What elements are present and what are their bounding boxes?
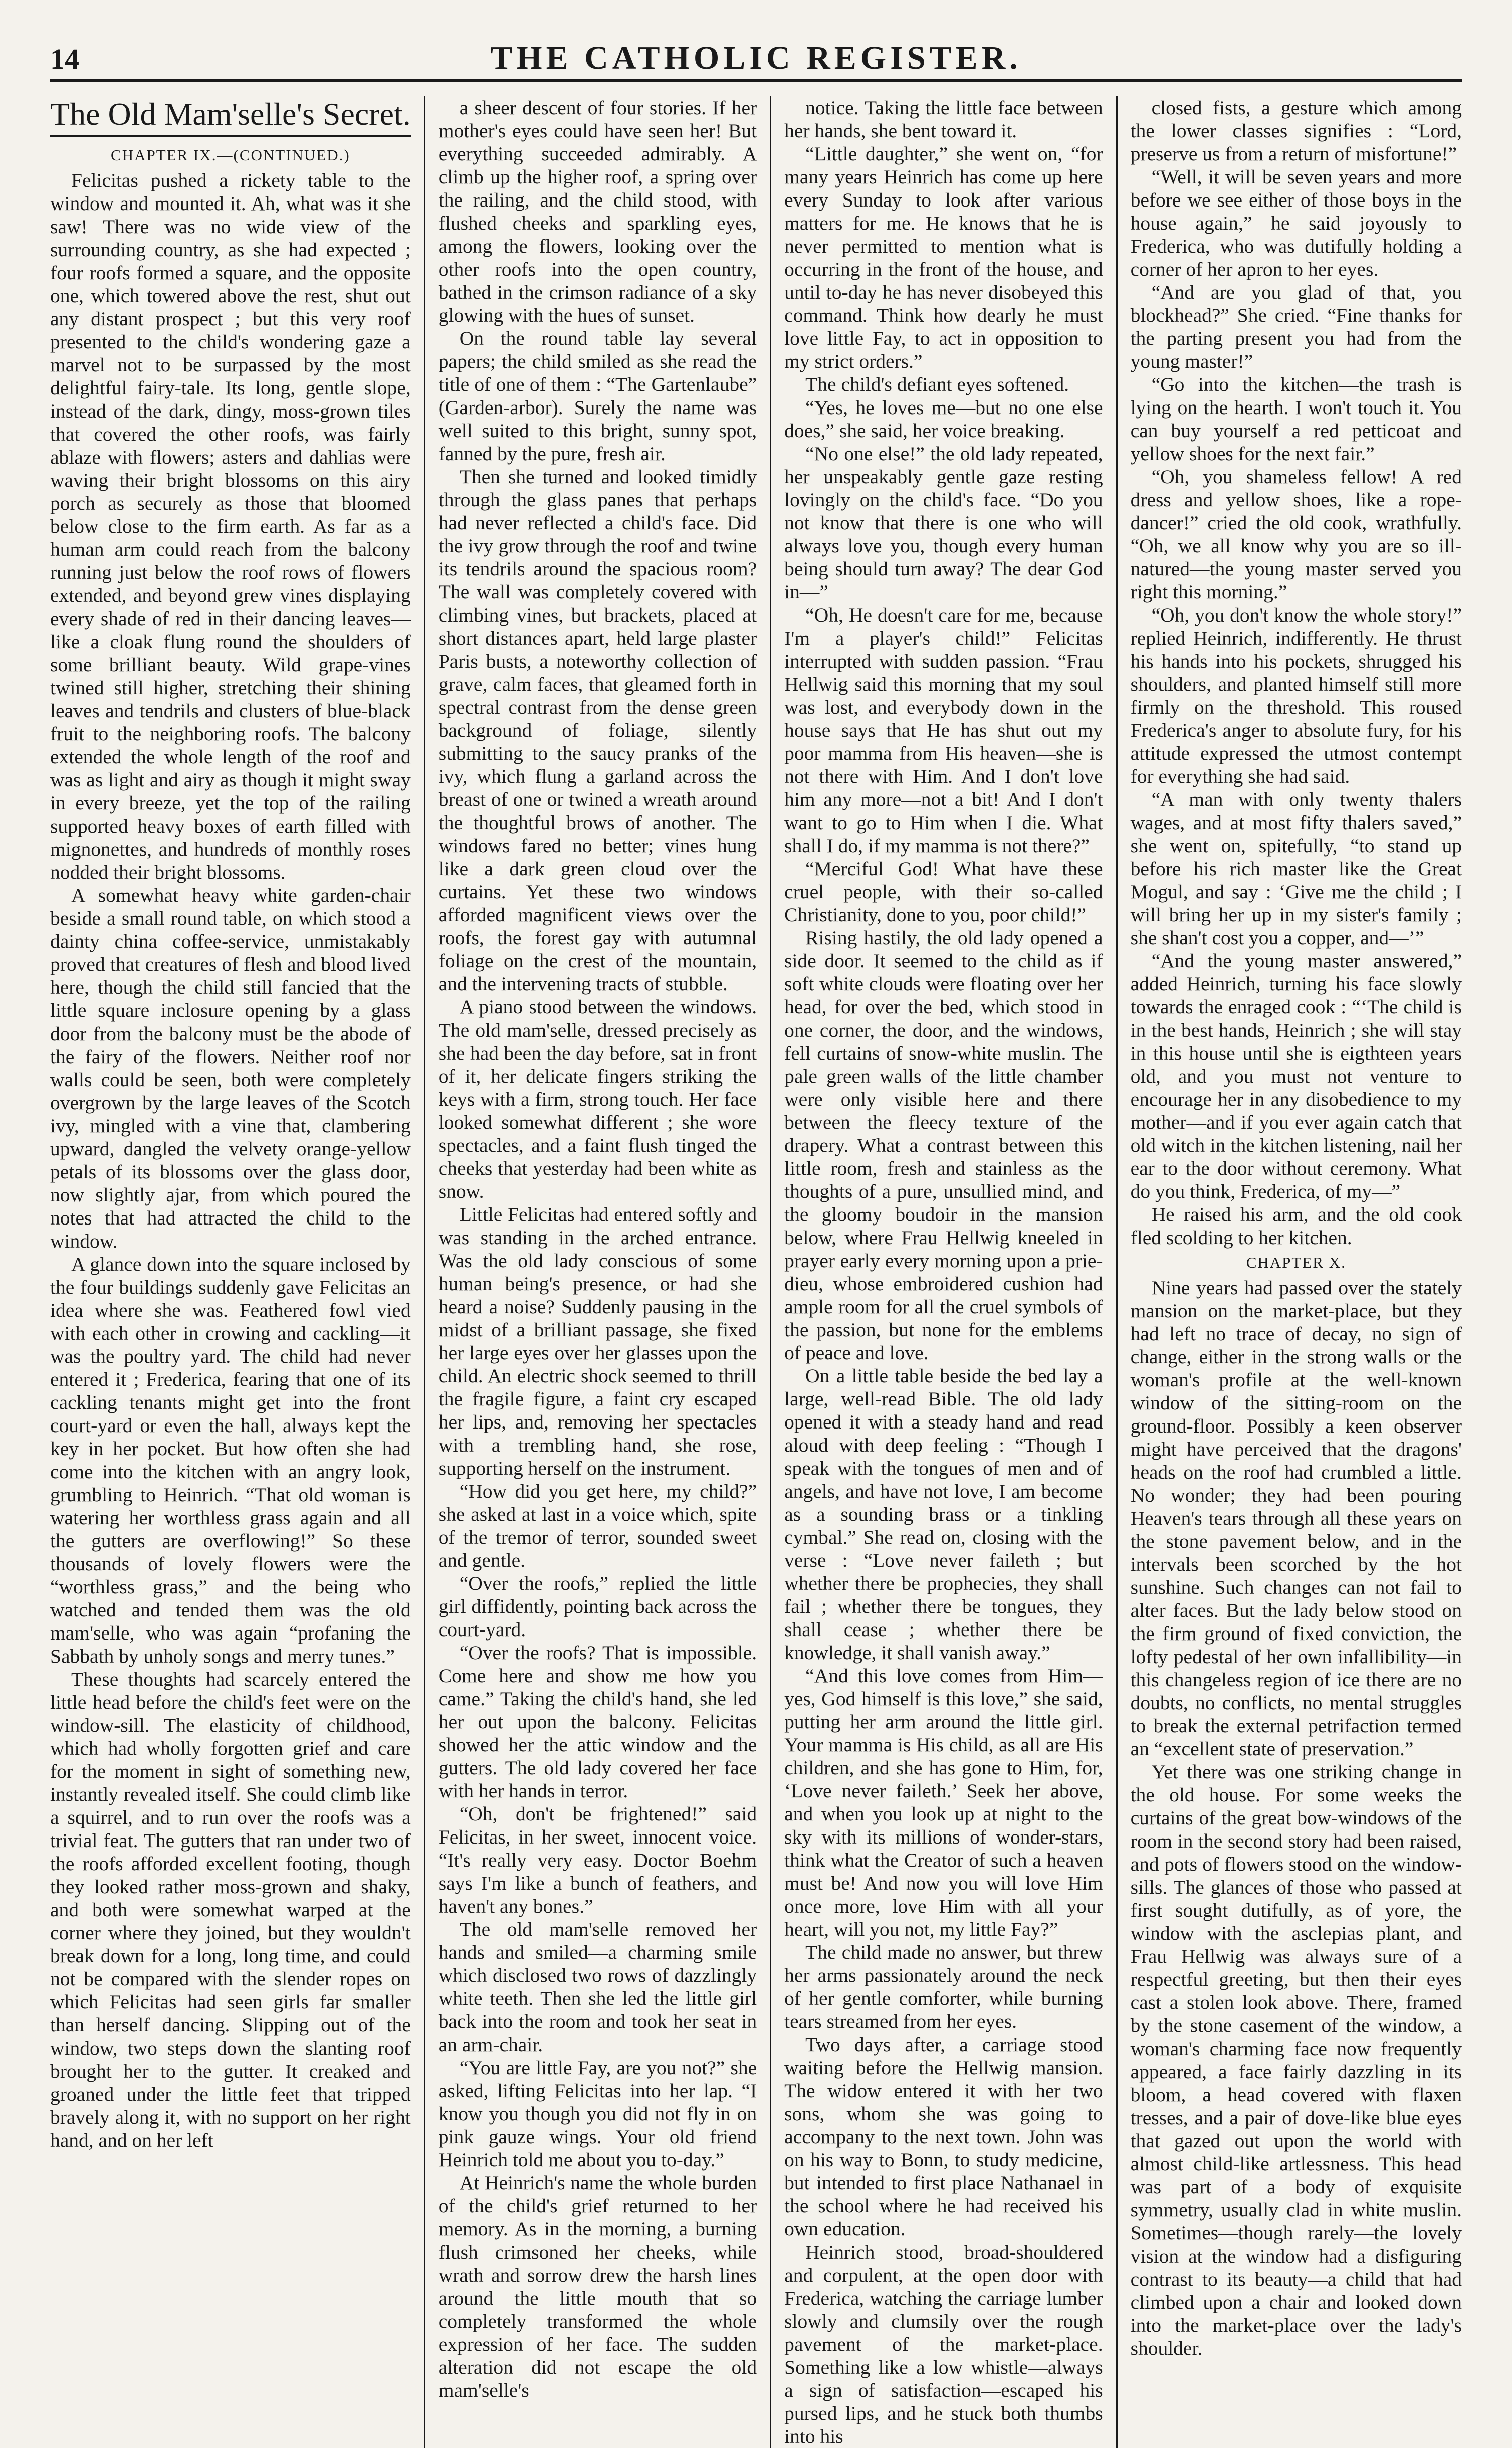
chapter-ix-heading: CHAPTER IX.—(CONTINUED.) [111, 146, 350, 164]
paragraph: “Go into the kitchen—the trash is lying on the hearth. I won't touch it. You can buy yourself a red petticoat and yellow shoes for the next fair.” [1130, 373, 1462, 465]
paragraph: notice. Taking the little face between her hands, she bent toward it. [784, 97, 1103, 142]
column-3 [770, 96, 1116, 2448]
paragraph: Yet there was one striking change in the old house. For some weeks the curtains of the great bow-windows of the room in the second story had been raised, and pots of flowers stood on the window-sills. The glances of those who passed at first sought dutifully, as of yore, the window with the asclepias plant, and Frau Hellwig was always sure of a respectful greeting, but then their eyes cast a stolen look above. There, framed by the stone casement of the window, a woman's charming face now frequently appeared, a face fairly dazzling in its bloom, a head covered with flaxen tresses, and a pair of dove-like blue eyes that gazed out upon the world with almost child-like artlessness. This head was part of a body of exquisite symmetry, usually clad in white muslin. Sometimes—though rarely—the lovely vision at the window had a disfiguring contrast to its beauty—a child that had climbed upon a chair and looked down into the market-place over the lady's shoulder. [1130, 1761, 1462, 2359]
masthead [50, 35, 1462, 82]
paragraph: “And are you glad of that, you blockhead?” She cried. “Fine thanks for the parting present you had from the young master!” [1130, 281, 1462, 372]
paragraph: “Oh, He doesn't care for me, because I'm a player's child!” Felicitas interrupted with sudden passion. “Frau Hellwig said this morning that my soul was lost, and everybody down in the house says that He has shut out my poor mamma from His heaven—she is not there with Him. And I don't love him any more—not a bit! And I don't want to go to Him when I die. What shall I do, if my mamma is not there?” [784, 604, 1103, 857]
paragraph: “And this love comes from Him—yes, God himself is this love,” she said, putting her arm around the little girl. Your mamma is His child, as all are His children, and she has gone to Him, for, ‘Love never faileth.’ Seek her above, and when you look up at night to the sky with its millions of wonder-stars, think what the Creator of such a heaven must be! And now you will love Him once more, love Him with all your heart, will you not, my little Fay?” [784, 1665, 1103, 1940]
paragraph: a sheer descent of four stories. If her mother's eyes could have seen her! But everything succeeded admirably. A climb up the higher roof, a spring over the railing, and the child stood, with flushed cheeks and sparkling eyes, among the flowers, looking over the other roofs into the open country, bathed in the crimson radiance of a sky glowing with the hues of sunset. [438, 97, 757, 326]
column-1 [50, 96, 424, 2448]
column-2 [424, 96, 770, 2448]
paragraph: Rising hastily, the old lady opened a side door. It seemed to the child as if soft white clouds were floating over her head, for over the bed, which stood in one corner, the door, and the windows, fell curtains of snow-white muslin. The pale green walls of the little chamber were only visible here and there between the fleecy texture of the drapery. What a contrast between this little room, fresh and stainless as the thoughts of a pure, unsullied mind, and the gloomy boudoir in the mansion below, where Frau Hellwig kneeled in prayer early every morning upon a prie-dieu, whose embroidered cushion had ample room for all the cruel symbols of the passion, but none for the emblems of peace and love. [784, 927, 1103, 1364]
paragraph: Nine years had passed over the stately mansion on the market-place, but they had left no trace of decay, no sign of change, either in the strong walls or the woman's profile at the well-known window of the sitting-room on the ground-floor. Possibly a keen observer might have perceived that the dragons' heads on the roof had crumbled a little. No wonder; they had been pouring Heaven's tears through all these years on the stone pavement below, and in the intervals been scorched by the hot sunshine. Such changes can not fail to alter faces. But the lady below stood on the firm ground of fixed conviction, the lofty pedestal of her own infallibility—in this changeless region of ice there are no doubts, no conflicts, no mental struggles to break the external petrifaction termed an “excellent state of preservation.” [1130, 1277, 1462, 1760]
paragraph: The old mam'selle removed her hands and smiled—a charming smile which disclosed two rows of dazzlingly white teeth. Then she led the little girl back into the room and took her seat in an arm-chair. [438, 1918, 757, 2056]
paragraph: “A man with only twenty thalers wages, and at most fifty thalers saved,” she went on, spitefully, “to stand up before his rich master like the Great Mogul, and say : ‘Give me the child ; I will bring her up in my sister's family ; she shan't cost you a copper, and—’” [1130, 788, 1462, 949]
paragraph: closed fists, a gesture which among the lower classes signifies : “Lord, preserve us from a return of misfortune!” [1130, 97, 1462, 165]
paragraph: A piano stood between the windows. The old mam'selle, dressed precisely as she had been the day before, sat in front of it, her delicate fingers striking the keys with a firm, strong touch. Her face looked somewhat different ; she wore spectacles, and a faint flush tinged the cheeks that yesterday had been white as snow. [438, 996, 757, 1202]
paragraph: The child made no answer, but threw her arms passionately around the neck of her gentle comforter, while burning tears streamed from her eyes. [784, 1941, 1103, 2032]
paragraph: “Well, it will be seven years and more before we see either of those boys in the house again,” he said joyously to Frederica, who was dutifully holding a corner of her apron to her eyes. [1130, 166, 1462, 280]
paragraph: “No one else!” the old lady repeated, her unspeakably gentle gaze resting lovingly on the child's face. “Do you not know that there is one who will always love you, though every human being should turn away? The dear God in—” [784, 443, 1103, 603]
paragraph: At Heinrich's name the whole burden of the child's grief returned to her memory. As in the morning, a burning flush crimsoned her cheeks, while wrath and sorrow drew the harsh lines around the little mouth that so completely transformed the whole expression of her face. The sudden alteration did not escape the old mam'selle's [438, 2172, 757, 2401]
paragraph: Two days after, a carriage stood waiting before the Hellwig mansion. The widow entered it with her two sons, whom she was going to accompany to the next town. John was on his way to Bonn, to study medicine, but intended to first place Nathanael in the school where he had received his own education. [784, 2033, 1103, 2240]
paragraph: A somewhat heavy white garden-chair beside a small round table, on which stood a dainty china coffee-service, unmistakably proved that creatures of flesh and blood lived here, though the child still fancied that the little square inclosure opening by a glass door from the balcony must be the abode of the fairy of the flowers. Neither roof nor walls could be seen, both were completely overgrown by the large leaves of the Scotch ivy, mingled with a vine that, clambering upward, dangled the velvety orange-yellow petals of its blossoms over the glass door, now slightly ajar, from which poured the notes that had attracted the child to the window. [50, 884, 411, 1252]
chapter-x-heading: CHAPTER X. [1246, 1254, 1346, 1271]
paragraph: On the round table lay several papers; the child smiled as she read the title of one of them : “The Gartenlaube” (Garden-arbor). Surely the name was well suited to this bright, sunny spot, fanned by the pure, fresh air. [438, 327, 757, 465]
paragraph: “Over the roofs,” replied the little girl diffidently, pointing back across the court-yard. [438, 1572, 757, 1641]
paper-title: THE CATHOLIC REGISTER. [490, 40, 1022, 76]
paragraph: Then she turned and looked timidly through the glass panes that perhaps had never reflected a child's face. Did the ivy grow through the roof and twine its tendrils around the spacious room? The wall was completely covered with climbing vines, but brackets, placed at short distances apart, held large plaster Paris busts, a noteworthy collection of grave, calm faces, that gleamed forth in spectral contrast from the dense green background of foliage, silently submitting to the saucy pranks of the ivy, which flung a garland across the breast of one or twined a wreath around the thoughtful brows of another. The windows fared no better; vines hung like a dark green cloud over the curtains. Yet these two windows afforded magnificent views over the roofs, the forest gay with autumnal foliage on the crest of the mountain, and the intervening tracts of stubble. [438, 466, 757, 995]
paragraph: “Yes, he loves me—but no one else does,” she said, her voice breaking. [784, 396, 1103, 442]
paragraph: The child's defiant eyes softened. [805, 373, 1069, 395]
paragraph: Heinrich stood, broad-shouldered and corpulent, at the open door with Frederica, watching the carriage lumber slowly and clumsily over the rough pavement of the market-place. Something like a low whistle—always a sign of satisfaction—escaped his pursed lips, and he stuck both thumbs into his [784, 2241, 1103, 2447]
column-4 [1116, 96, 1462, 2448]
story-title: The Old Mam'selle's Secret. [50, 96, 411, 137]
paragraph: “Over the roofs? That is impossible. Come here and show me how you came.” Taking the child's hand, she led her out upon the balcony. Felicitas showed her the attic window and the gutters. The old lady covered her face with her hands in terror. [438, 1642, 757, 1802]
paragraph: Little Felicitas had entered softly and was standing in the arched entrance. Was the old lady conscious of some human being's presence, or had she heard a noise? Suddenly pausing in the midst of a brilliant passage, she fixed her large eyes over her glasses upon the child. An electric shock seemed to thrill the fragile figure, a faint cry escaped her lips, and, removing her spectacles with a trembling hand, she rose, supporting herself on the instrument. [438, 1203, 757, 1479]
paragraph: “Oh, you don't know the whole story!” replied Heinrich, indifferently. He thrust his hands into his pockets, shrugged his shoulders, and planted himself still more firmly on the threshold. This roused Frederica's anger to absolute fury, for his attitude expressed the utmost contempt for everything she had said. [1130, 604, 1462, 787]
article-columns [50, 96, 1462, 2447]
paragraph: “Oh, you shameless fellow! A red dress and yellow shoes, like a rope-dancer!” cried the old cook, wrathfully. “Oh, we all know why you are so ill-natured—the young master served you right this morning.” [1130, 466, 1462, 603]
page-number: 14 [50, 43, 79, 75]
paragraph: “How did you get here, my child?” she asked at last in a voice which, spite of the tremor of terror, sounded sweet and gentle. [438, 1480, 757, 1571]
paragraph: Felicitas pushed a rickety table to the window and mounted it. Ah, what was it she saw! There was no wide view of the surrounding country, as she had expected ; four roofs formed a square, and the opposite one, which towered above the rest, shut out any distant prospect ; but this very roof presented to the child's wondering gaze a marvel not to be surpassed by the most delightful fairy-tale. Its long, gentle slope, instead of the dark, dingy, moss-grown tiles that covered the other roofs, was fairly ablaze with flowers; asters and dahlias were waving their bright blossoms on this airy porch as securely as those that bloomed below close to the firm earth. As far as a human arm could reach from the balcony running just below the roof rows of flowers extended, and beyond grew vines displaying every shade of red in their dancing leaves—like a cloak flung round the shoulders of some brilliant beauty. Wild grape-vines twined still higher, stretching their shining leaves and tendrils and clusters of blue-black fruit to the neighboring roofs. The balcony extended the whole length of the roof and was as light and airy as though it might sway in every breeze, yet the top of the railing supported heavy boxes of earth filled with mignonettes, and hundreds of monthly roses nodded their bright blossoms. [50, 169, 411, 883]
paragraph: “And the young master answered,” added Heinrich, turning his face slowly towards the enraged cook : “‘The child is in the best hands, Heinrich ; she will stay in this house until she is eigthteen years old, and you must not venture to encourage her in any disobedience to my mother—and if you ever again catch that old witch in the kitchen listening, nail her ear to the door without ceremony. What do you think, Frederica, of my—” [1130, 950, 1462, 1202]
paragraph: On a little table beside the bed lay a large, well-read Bible. The old lady opened it with a steady hand and read aloud with deep feeling : “Though I speak with the tongues of men and of angels, and have not love, I am become as a sounding brass or a tinkling cymbal.” She read on, closing with the verse : “Love never faileth ; but whether there be prophecies, they shall fail ; whether there be tongues, they shall cease ; whether there be knowledge, it shall vanish away.” [784, 1365, 1103, 1664]
paragraph: He raised his arm, and the old cook fled scolding to her kitchen. [1130, 1203, 1462, 1249]
paragraph: “Oh, don't be frightened!” said Felicitas, in her sweet, innocent voice. “It's really very easy. Doctor Boehm says I'm like a bunch of feathers, and haven't any bones.” [438, 1803, 757, 1917]
paragraph: “You are little Fay, are you not?” she asked, lifting Felicitas into her lap. “I know you though you did not fly in on pink gauze wings. Your old friend Heinrich told me about you to-day.” [438, 2057, 757, 2171]
paragraph: “Little daughter,” she went on, “for many years Heinrich has come up here every Sunday to look after various matters for me. He knows that he is never permitted to mention what is occurring in the front of the house, and until to-day he has never disobeyed this command. Think how dearly he must love little Fay, to act in opposition to my strict orders.” [784, 143, 1103, 372]
paragraph: These thoughts had scarcely entered the little head before the child's feet were on the window-sill. The elasticity of childhood, which had wholly forgotten grief and care for the moment in sight of something new, instantly revealed itself. She could climb like a squirrel, and to run over the roofs was a trivial feat. The gutters that ran under two of the roofs afforded excellent footing, though they looked rather moss-grown and shaky, and both were somewhat warped at the corner where they joined, but they wouldn't break down for a long, long time, and could not be compared with the slender ropes on which Felicitas had seen girls far smaller than herself dancing. Slipping out of the window, two steps down the slanting roof brought her to the gutter. It creaked and groaned under the little feet that tripped bravely along it, with no support on her right hand, and on her left [50, 1668, 411, 2151]
paragraph: “Merciful God! What have these cruel people, with their so-called Christianity, done to you, poor child!” [784, 858, 1103, 926]
paragraph: A glance down into the square inclosed by the four buildings suddenly gave Felicitas an idea where she was. Feathered fowl vied with each other in crowing and cackling—it was the poultry yard. The child had never entered it ; Frederica, fearing that one of its cackling tenants might get into the front court-yard or even the hall, always kept the key in her pocket. But how often she had come into the kitchen with an angry look, grumbling to Heinrich. “That old woman is watering her worthless grass again and all the gutters are overflowing!” So these thousands of lovely flowers were the “worthless grass,” and the being who watched and tended them was the old mam'selle, who was again “profaning the Sabbath by unholy songs and merry tunes.” [50, 1253, 411, 1667]
